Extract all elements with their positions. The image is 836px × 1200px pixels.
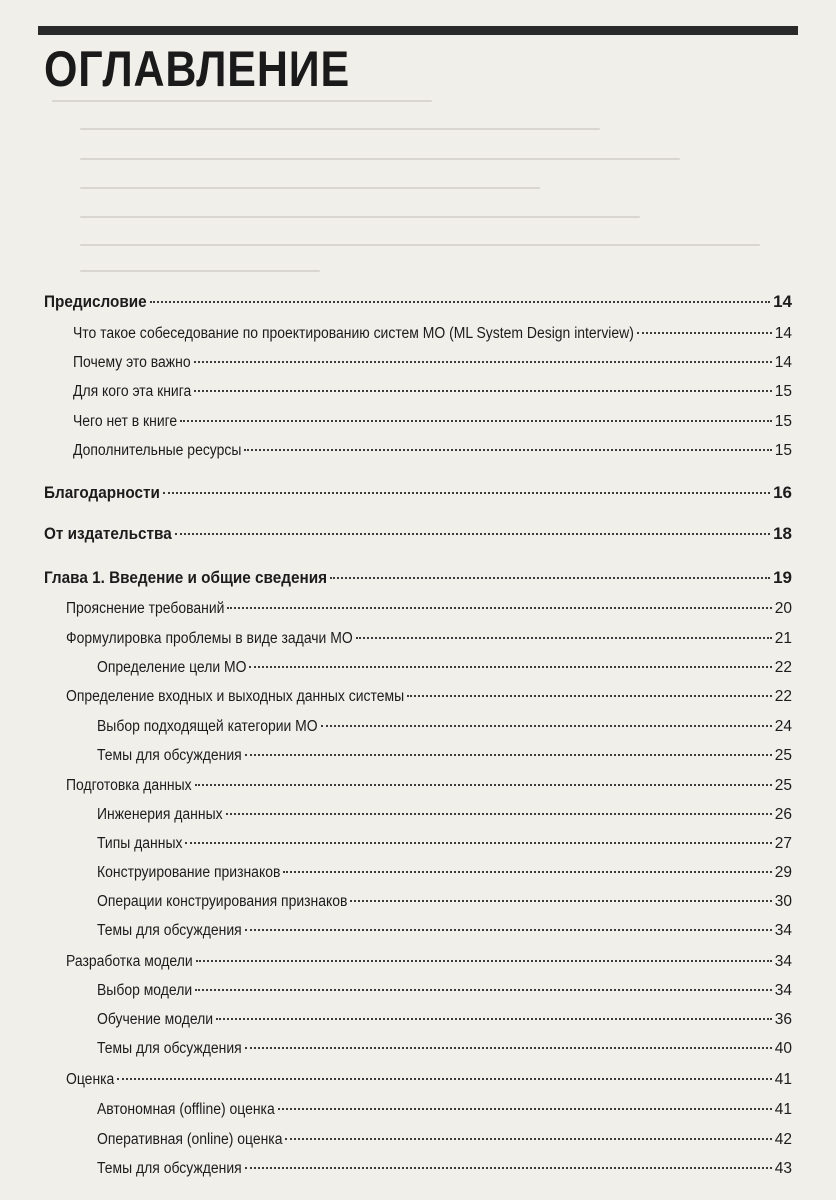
toc-entry [66, 953, 792, 971]
toc-entry [73, 413, 792, 431]
toc-entry [97, 1160, 792, 1178]
toc-entry-title: Разработка модели [66, 953, 193, 970]
dot-leader [195, 989, 772, 991]
toc-chapter-entry [44, 524, 792, 544]
toc-entry [97, 718, 792, 736]
dot-leader [180, 420, 772, 422]
toc-entry-title: Выбор модели [97, 982, 193, 999]
toc-entry-page-number: 20 [774, 600, 792, 617]
dot-leader [194, 390, 771, 392]
toc-entry [97, 1131, 792, 1149]
toc-entry-title: Выбор подходящей категории МО [97, 718, 318, 735]
toc-entry-title: Темы для обсуждения [97, 747, 242, 764]
toc-entry-title: Благодарности [44, 483, 160, 502]
toc-entry-page-number: 41 [774, 1101, 792, 1118]
dot-leader [194, 361, 772, 363]
toc-entry-page-number: 43 [774, 1160, 792, 1177]
toc-entry-page-number: 29 [774, 864, 792, 881]
dot-leader [185, 842, 771, 844]
toc-entry [97, 982, 792, 1000]
toc-entry-title: Оценка [66, 1071, 115, 1088]
toc-entry [66, 600, 792, 618]
dot-leader [356, 637, 772, 639]
toc-entry-page-number: 14 [773, 292, 792, 311]
toc-entry-title: Для кого эта книга [73, 383, 192, 400]
dot-leader [637, 332, 772, 334]
toc-entry-page-number: 16 [773, 483, 792, 502]
toc-entry-title: Темы для обсуждения [97, 1160, 242, 1177]
toc-entry-page-number: 14 [774, 354, 792, 371]
dot-leader [244, 449, 771, 451]
dot-leader [350, 900, 771, 902]
dot-leader [117, 1078, 771, 1080]
toc-entry-title: Конструирование признаков [97, 864, 281, 881]
dot-leader [245, 929, 772, 931]
toc-entry [97, 1040, 792, 1058]
toc-entry [97, 806, 792, 824]
toc-entry [73, 383, 792, 401]
toc-entry [97, 1101, 792, 1119]
toc-entry [73, 325, 792, 343]
toc-entry [66, 688, 792, 706]
toc-entry-page-number: 22 [774, 688, 792, 705]
toc-entry-title: Автономная (offline) оценка [97, 1101, 275, 1118]
toc-entry-title: Определение цели МО [97, 659, 247, 676]
toc-entry-title: Темы для обсуждения [97, 922, 242, 939]
dot-leader [285, 1138, 771, 1140]
dot-leader [163, 492, 770, 494]
toc-entry [73, 354, 792, 372]
dot-leader [245, 1047, 772, 1049]
toc-entry-page-number: 42 [774, 1131, 792, 1148]
toc-chapter-entry [44, 292, 792, 312]
toc-entry-page-number: 27 [774, 835, 792, 852]
toc-entry-page-number: 30 [774, 893, 792, 910]
toc-entry-title: Подготовка данных [66, 777, 192, 794]
dot-leader [227, 607, 771, 609]
toc-entry [97, 835, 792, 853]
toc-entry-title: Предисловие [44, 292, 147, 311]
toc-entry [97, 747, 792, 765]
dot-leader [283, 871, 771, 873]
dot-leader [249, 666, 771, 668]
toc-entry [97, 864, 792, 882]
toc-entry-page-number: 41 [774, 1071, 792, 1088]
toc-entry-page-number: 15 [774, 413, 792, 430]
toc-entry-page-number: 34 [774, 982, 792, 999]
toc-entry-page-number: 36 [774, 1011, 792, 1028]
toc-entry-page-number: 26 [774, 806, 792, 823]
dot-leader [196, 960, 772, 962]
toc-entry [66, 630, 792, 648]
toc-entry-title: Прояснение требований [66, 600, 225, 617]
toc-entry [66, 1071, 792, 1089]
toc-entry-title: Операции конструирования признаков [97, 893, 348, 910]
toc-entry-page-number: 25 [774, 747, 792, 764]
toc-entry-page-number: 15 [774, 383, 792, 400]
dot-leader [226, 813, 772, 815]
dot-leader [175, 533, 770, 535]
dot-leader [407, 695, 772, 697]
toc-entry [73, 442, 792, 460]
toc-entry [97, 659, 792, 677]
toc-entry-title: Дополнительные ресурсы [73, 442, 242, 459]
toc-entry-title: Формулировка проблемы в виде задачи МО [66, 630, 353, 647]
dot-leader [195, 784, 772, 786]
dot-leader [216, 1018, 772, 1020]
toc-entry-title: Темы для обсуждения [97, 1040, 242, 1057]
dot-leader [150, 301, 770, 303]
toc-entry-page-number: 24 [774, 718, 792, 735]
toc-entry-title: Обучение модели [97, 1011, 214, 1028]
toc-entry-page-number: 34 [774, 953, 792, 970]
toc-entry-title: Определение входных и выходных данных системы [66, 688, 405, 705]
toc-entry [97, 1011, 792, 1029]
toc-entry [97, 893, 792, 911]
toc-entry-page-number: 14 [774, 325, 792, 342]
toc-entry [97, 922, 792, 940]
toc-entry-page-number: 25 [774, 777, 792, 794]
toc-entry-page-number: 19 [773, 568, 792, 587]
toc-entry-title: От издательства [44, 524, 172, 543]
toc-entry-page-number: 34 [774, 922, 792, 939]
toc-entry [66, 777, 792, 795]
dot-leader [330, 577, 770, 579]
dot-leader [321, 725, 772, 727]
dot-leader [278, 1108, 772, 1110]
page-title: ОГЛАВЛЕНИЕ [44, 41, 351, 97]
toc-entry-page-number: 15 [774, 442, 792, 459]
dot-leader [245, 754, 772, 756]
toc-entry-title: Оперативная (online) оценка [97, 1131, 283, 1148]
toc-entry-title: Что такое собеседование по проектированию систем МО (ML System Design interview) [73, 325, 634, 342]
toc-entry-title: Чего нет в книге [73, 413, 178, 430]
toc-entry-title: Инженерия данных [97, 806, 223, 823]
dot-leader [245, 1167, 772, 1169]
toc-entry-page-number: 22 [774, 659, 792, 676]
toc-entry-title: Типы данных [97, 835, 183, 852]
toc-chapter-entry [44, 483, 792, 503]
toc-entry-page-number: 40 [774, 1040, 792, 1057]
toc-entry-title: Почему это важно [73, 354, 191, 371]
toc-entry-page-number: 21 [774, 630, 792, 647]
toc-chapter-entry [44, 568, 792, 588]
toc-entry-title: Глава 1. Введение и общие сведения [44, 568, 328, 587]
toc-entry-page-number: 18 [773, 524, 792, 543]
